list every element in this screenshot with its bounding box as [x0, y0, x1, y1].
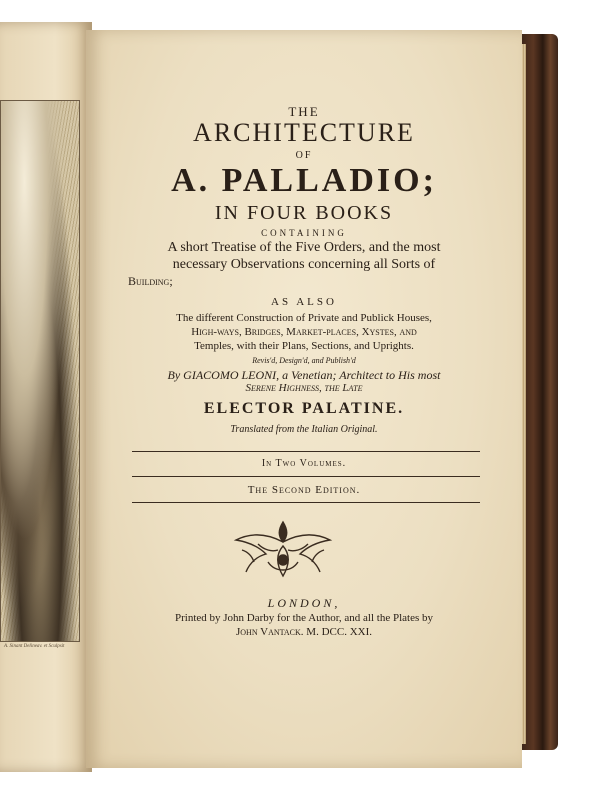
description-line-5: High-ways, Bridges, Market-places, Xystes, and	[191, 326, 417, 338]
description-line-4: The different Construction of Private and Publick Houses,	[176, 312, 432, 324]
frontispiece-engraving	[0, 100, 80, 642]
description-line-3: Building;	[128, 274, 173, 288]
frontispiece-page	[0, 22, 92, 772]
translated-line: Translated from the Italian Original.	[230, 424, 378, 435]
rule-middle	[132, 476, 480, 477]
edition-line: The Second Edition.	[247, 484, 361, 496]
title-the: THE	[288, 104, 320, 119]
rule-bottom	[132, 502, 480, 503]
revised-line: Revis'd, Design'd, and Publish'd	[252, 356, 356, 365]
description-line-1: A short Treatise of the Five Orders, and the most	[167, 240, 441, 255]
author-credit-line-1: By GIACOMO LEONI, a Venetian; Architect to His most	[167, 368, 441, 382]
title-page	[86, 30, 522, 768]
title-architecture: ARCHITECTURE	[193, 118, 415, 147]
title-four-books: IN FOUR BOOKS	[214, 202, 394, 224]
rule-top	[132, 451, 480, 452]
imprint-line-2: John Vantack. M. DCC. XXI.	[236, 626, 372, 638]
as-also-label: AS ALSO	[271, 296, 337, 308]
author-credit-line-2: Serene Highness, the Late	[245, 382, 363, 394]
description-line-2: necessary Observations concerning all Sorts of	[172, 257, 436, 272]
engraver-credit: A. Sinant Delineav. et Sculpsit	[4, 644, 65, 649]
imprint-line-1: Printed by John Darby for the Author, and all the Plates by	[174, 612, 434, 624]
imprint-place: LONDON,	[267, 596, 341, 610]
description-line-6: Temples, with their Plans, Sections, and Uprights.	[194, 340, 414, 352]
volumes-line: In Two Volumes.	[261, 458, 347, 469]
containing-label: CONTAINING	[261, 228, 347, 238]
title-of: OF	[295, 150, 313, 161]
elector-palatine: ELECTOR PALATINE.	[203, 400, 405, 417]
title-author: A. PALLADIO;	[171, 162, 437, 199]
printers-ornament-icon	[228, 516, 338, 580]
